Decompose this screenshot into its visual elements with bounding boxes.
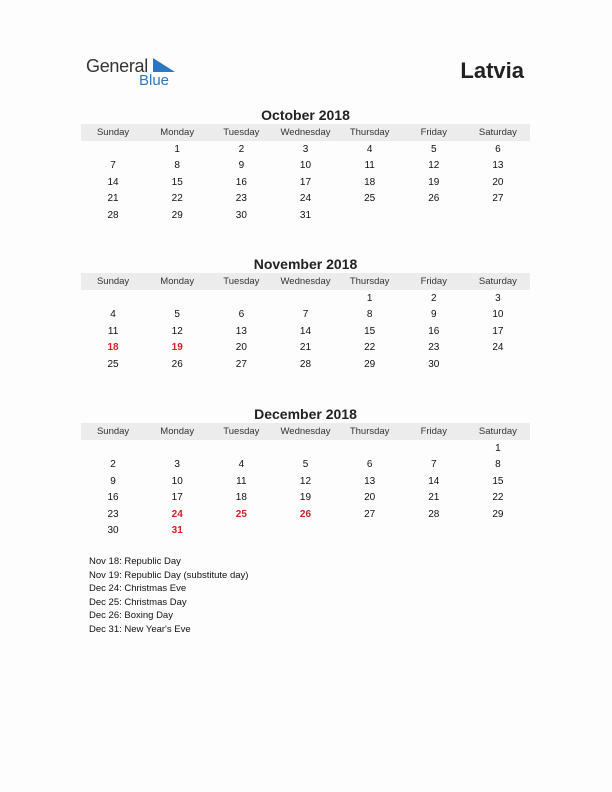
weekday-label: Tuesday <box>223 127 260 138</box>
day-cell: 27 <box>364 508 376 520</box>
weekday-label: Sunday <box>96 426 130 437</box>
holiday-entry: Nov 18: Republic Day <box>89 556 181 567</box>
day-cell: 18 <box>235 492 247 504</box>
day-cell: 10 <box>492 309 504 321</box>
holiday-entry: Dec 31: New Year's Eve <box>89 623 191 635</box>
weekday-label: Sunday <box>96 127 130 138</box>
day-cell: 5 <box>174 309 180 321</box>
day-cell: 3 <box>174 459 180 471</box>
day-cell: 1 <box>366 292 373 304</box>
weekday-label: Monday <box>160 127 195 138</box>
day-cell: 29 <box>364 358 376 370</box>
week-row <box>81 356 530 373</box>
day-cell: 7 <box>110 160 116 172</box>
week-row <box>81 141 530 158</box>
week-row <box>81 307 530 324</box>
week-row <box>81 490 530 507</box>
day-cell: 8 <box>366 309 373 321</box>
day-cell: 13 <box>235 325 247 337</box>
holiday-day-cell: 24 <box>171 508 183 520</box>
day-cell: 23 <box>428 342 440 354</box>
day-cell: 7 <box>302 309 309 321</box>
week-row <box>81 440 530 457</box>
holiday-day-cell: 31 <box>171 525 183 537</box>
day-cell: 5 <box>430 143 437 155</box>
day-cell: 27 <box>235 358 247 370</box>
week-row <box>81 473 530 490</box>
holiday-list <box>89 555 248 637</box>
day-cell: 11 <box>107 325 119 337</box>
day-cell: 29 <box>492 508 504 520</box>
day-cell: 7 <box>430 459 437 471</box>
week-row <box>81 158 530 175</box>
day-cell: 21 <box>107 193 119 205</box>
day-cell: 26 <box>171 358 183 370</box>
day-cell: 11 <box>236 475 247 487</box>
day-cell: 20 <box>364 492 376 504</box>
week-row <box>81 290 530 307</box>
day-cell: 6 <box>495 143 501 155</box>
weekday-header <box>81 423 530 440</box>
weekday-label: Friday <box>420 127 447 138</box>
day-cell: 20 <box>492 176 504 188</box>
day-cell: 30 <box>428 358 440 370</box>
day-cell: 10 <box>299 160 312 172</box>
holiday-day-cell: 18 <box>107 342 119 354</box>
day-cell: 27 <box>492 193 504 205</box>
month-october <box>81 106 530 224</box>
day-cell: 17 <box>299 176 312 188</box>
day-cell: 4 <box>110 309 116 321</box>
holiday-entry: Dec 25: Christmas Day <box>89 596 187 608</box>
weekday-label: Monday <box>160 276 195 287</box>
day-cell: 17 <box>171 492 183 504</box>
day-cell: 14 <box>428 475 440 487</box>
day-cell: 12 <box>428 160 440 172</box>
day-cell: 8 <box>174 160 180 172</box>
day-cell: 13 <box>492 160 504 172</box>
day-cell: 2 <box>238 143 245 155</box>
day-cell: 24 <box>492 342 504 354</box>
day-cell: 19 <box>428 176 440 188</box>
logo-triangle-icon <box>153 58 175 72</box>
weekday-header <box>81 124 530 141</box>
weekday-label: Saturday <box>478 276 517 287</box>
day-cell: 11 <box>364 160 375 172</box>
day-cell: 12 <box>299 475 312 487</box>
holiday-entry: Dec 24: Christmas Eve <box>89 583 187 595</box>
day-cell: 14 <box>107 176 119 188</box>
day-cell: 3 <box>302 143 309 155</box>
day-cell: 9 <box>238 160 245 172</box>
day-cell: 30 <box>107 525 119 537</box>
day-cell: 3 <box>495 292 501 304</box>
day-cell: 25 <box>364 193 376 205</box>
month-title: October 2018 <box>261 107 350 123</box>
weekday-label: Sunday <box>96 276 130 287</box>
country-title: Latvia <box>460 58 524 83</box>
day-cell: 21 <box>428 492 440 504</box>
day-cell: 14 <box>299 325 312 337</box>
day-cell: 1 <box>495 442 501 454</box>
day-cell: 6 <box>238 309 245 321</box>
day-cell: 15 <box>492 475 504 487</box>
weekday-label: Friday <box>420 426 447 437</box>
day-cell: 2 <box>430 292 437 304</box>
week-row <box>81 340 530 357</box>
day-cell: 18 <box>364 176 376 188</box>
day-cell: 23 <box>107 508 119 520</box>
holiday-day-cell: 26 <box>299 508 312 520</box>
day-cell: 17 <box>492 325 504 337</box>
day-cell: 26 <box>428 193 440 205</box>
day-cell: 10 <box>171 475 183 487</box>
weekday-label: Wednesday <box>280 127 331 138</box>
day-cell: 20 <box>235 342 247 354</box>
day-cell: 31 <box>299 209 312 221</box>
day-cell: 21 <box>299 342 312 354</box>
day-cell: 28 <box>428 508 440 520</box>
holiday-entry: Dec 26: Boxing Day <box>89 610 173 622</box>
week-row <box>81 174 530 191</box>
day-cell: 22 <box>364 342 376 354</box>
day-cell: 6 <box>366 459 373 471</box>
day-cell: 9 <box>430 309 437 321</box>
day-cell: 4 <box>238 459 245 471</box>
day-cell: 29 <box>171 209 183 221</box>
week-row <box>81 207 530 224</box>
weekday-label: Thursday <box>349 426 390 437</box>
day-cell: 13 <box>364 475 376 487</box>
day-cell: 1 <box>174 143 180 155</box>
day-cell: 22 <box>171 193 183 205</box>
logo <box>86 54 196 94</box>
day-cell: 16 <box>107 492 119 504</box>
month-december <box>81 405 530 539</box>
month-title: December 2018 <box>254 406 357 422</box>
day-cell: 19 <box>299 492 312 504</box>
day-cell: 2 <box>110 459 116 471</box>
day-cell: 15 <box>364 325 376 337</box>
day-cell: 15 <box>171 176 183 188</box>
weekday-label: Friday <box>420 276 447 287</box>
month-title: November 2018 <box>253 256 358 272</box>
weekday-label: Saturday <box>478 426 517 437</box>
day-cell: 24 <box>299 193 312 205</box>
logo-general-text: General <box>86 56 148 76</box>
logo-blue-text: Blue <box>139 72 170 89</box>
day-cell: 28 <box>107 209 119 221</box>
day-cell: 16 <box>235 176 247 188</box>
weekday-label: Tuesday <box>223 276 260 287</box>
month-november <box>81 255 530 373</box>
holiday-entry: Nov 19: Republic Day (substitute day) <box>89 569 249 581</box>
day-cell: 9 <box>110 475 116 487</box>
day-cell: 23 <box>235 193 247 205</box>
day-cell: 4 <box>366 143 373 155</box>
day-cell: 8 <box>495 459 501 471</box>
day-cell: 5 <box>302 459 309 471</box>
week-row <box>81 506 530 523</box>
week-row <box>81 457 530 474</box>
weekday-label: Thursday <box>349 127 390 138</box>
holiday-day-cell: 19 <box>171 342 183 354</box>
weekday-label: Monday <box>160 426 195 437</box>
weekday-label: Saturday <box>478 127 517 138</box>
day-cell: 28 <box>299 358 312 370</box>
day-cell: 30 <box>235 209 247 221</box>
day-cell: 25 <box>107 358 119 370</box>
weekday-label: Tuesday <box>223 426 260 437</box>
holiday-day-cell: 25 <box>235 508 247 520</box>
week-row <box>81 523 530 540</box>
day-cell: 22 <box>492 492 504 504</box>
weekday-label: Wednesday <box>280 276 331 287</box>
day-cell: 12 <box>171 325 183 337</box>
weekday-label: Thursday <box>349 276 390 287</box>
week-row <box>81 191 530 208</box>
day-cell: 16 <box>428 325 440 337</box>
week-row <box>81 323 530 340</box>
weekday-header <box>81 273 530 290</box>
weekday-label: Wednesday <box>280 426 331 437</box>
